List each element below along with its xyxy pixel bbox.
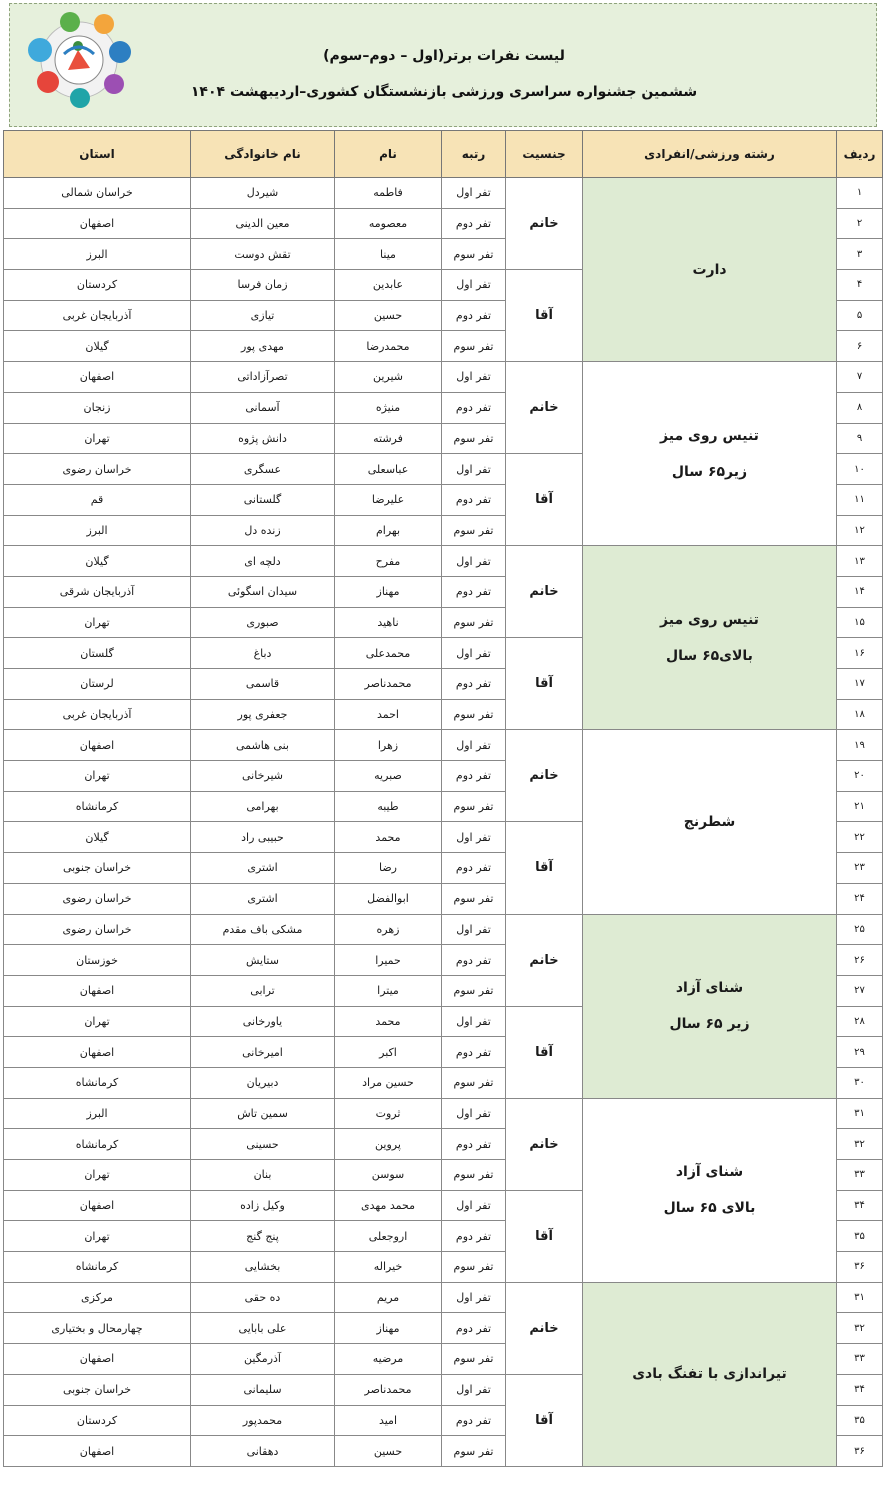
family-name-cell: سمین تاش (191, 1098, 335, 1129)
sport-name-line: شطرنج (683, 813, 736, 830)
family-name-cell: بهرامی (191, 791, 335, 822)
column-header-rank: رتبه (442, 131, 506, 178)
row-number-cell: ۳۶ (837, 1436, 883, 1467)
gender-cell: خانم (506, 362, 583, 454)
first-name-cell: اروجعلی (335, 1221, 442, 1252)
rank-cell: تفر دوم (442, 1129, 506, 1160)
gender-cell: خانم (506, 1282, 583, 1374)
row-number-cell: ۵ (837, 300, 883, 331)
family-name-cell: بخشایی (191, 1252, 335, 1283)
sport-cell (583, 914, 837, 1098)
first-name-cell: محمدعلی (335, 638, 442, 669)
province-cell: تهران (4, 1221, 191, 1252)
first-name-cell: مهناز (335, 1313, 442, 1344)
first-name-cell: مرضیه (335, 1344, 442, 1375)
family-name-cell: دهقانی (191, 1436, 335, 1467)
family-name-cell: اشتری (191, 883, 335, 914)
family-name-cell: معین الدینی (191, 208, 335, 239)
first-name-cell: حمیرا (335, 945, 442, 976)
results-table-container (3, 130, 882, 1467)
first-name-cell: فرشته (335, 423, 442, 454)
sport-name-line: شنای آزاد (675, 980, 744, 997)
first-name-cell: محمد (335, 822, 442, 853)
row-number-cell: ۴ (837, 270, 883, 301)
rank-cell: تفر دوم (442, 1313, 506, 1344)
first-name-cell: اکبر (335, 1037, 442, 1068)
province-cell: تهران (4, 1006, 191, 1037)
rank-cell: تفر سوم (442, 1252, 506, 1283)
row-number-cell: ۳۵ (837, 1221, 883, 1252)
gender-cell: خانم (506, 914, 583, 1006)
rank-cell: تفر سوم (442, 423, 506, 454)
rank-cell: تفر دوم (442, 761, 506, 792)
family-name-cell: گلستانی (191, 484, 335, 515)
province-cell: اصفهان (4, 1190, 191, 1221)
sport-cell (583, 362, 837, 546)
row-number-cell: ۱۵ (837, 607, 883, 638)
province-cell: آذربایجان غربی (4, 300, 191, 331)
family-name-cell: محمدپور (191, 1405, 335, 1436)
first-name-cell: فاطمه (335, 178, 442, 209)
gender-cell: خانم (506, 178, 583, 270)
rank-cell: تفر سوم (442, 699, 506, 730)
province-cell: اصفهان (4, 1436, 191, 1467)
row-number-cell: ۳ (837, 239, 883, 270)
province-cell: کردستان (4, 1405, 191, 1436)
rank-cell: تفر دوم (442, 669, 506, 700)
row-number-cell: ۱۸ (837, 699, 883, 730)
first-name-cell: مینا (335, 239, 442, 270)
rank-cell: تفر اول (442, 1374, 506, 1405)
rank-cell: تفر اول (442, 454, 506, 485)
gender-cell: آقا (506, 638, 583, 730)
row-number-cell: ۱۹ (837, 730, 883, 761)
gender-cell: آقا (506, 454, 583, 546)
sport-cell (583, 1098, 837, 1282)
province-cell: خراسان رضوی (4, 883, 191, 914)
province-cell: کرمانشاه (4, 1252, 191, 1283)
rank-cell: تفر سوم (442, 1344, 506, 1375)
family-name-cell: امیرخانی (191, 1037, 335, 1068)
sport-name-line: شنای آزاد (675, 1164, 744, 1181)
first-name-cell: پروین (335, 1129, 442, 1160)
results-table (3, 130, 883, 1467)
first-name-cell: محمدناصر (335, 669, 442, 700)
province-cell: زنجان (4, 392, 191, 423)
row-number-cell: ۲۷ (837, 975, 883, 1006)
row-number-cell: ۱۰ (837, 454, 883, 485)
row-number-cell: ۳۱ (837, 1098, 883, 1129)
first-name-cell: عباسعلی (335, 454, 442, 485)
family-name-cell: سلیمانی (191, 1374, 335, 1405)
first-name-cell: محمد (335, 1006, 442, 1037)
rank-cell: تفر اول (442, 822, 506, 853)
family-name-cell: زمان فرسا (191, 270, 335, 301)
table-row (4, 1282, 883, 1313)
column-header-province: استان (4, 131, 191, 178)
province-cell: قم (4, 484, 191, 515)
first-name-cell: حسین (335, 300, 442, 331)
rank-cell: تفر اول (442, 178, 506, 209)
province-cell: خراسان رضوی (4, 914, 191, 945)
rank-cell: تفر اول (442, 1006, 506, 1037)
province-cell: خراسان شمالی (4, 178, 191, 209)
rank-cell: تفر سوم (442, 791, 506, 822)
first-name-cell: حسین مراد (335, 1067, 442, 1098)
province-cell: اصفهان (4, 975, 191, 1006)
family-name-cell: آسمانی (191, 392, 335, 423)
first-name-cell: رضا (335, 853, 442, 884)
gender-cell: خانم (506, 546, 583, 638)
province-cell: چهارمحال و بختیاری (4, 1313, 191, 1344)
gender-cell: آقا (506, 1190, 583, 1282)
row-number-cell: ۷ (837, 362, 883, 393)
first-name-cell: ابوالفضل (335, 883, 442, 914)
table-header-row (4, 131, 883, 178)
row-number-cell: ۲۹ (837, 1037, 883, 1068)
rank-cell: تفر اول (442, 1098, 506, 1129)
row-number-cell: ۳۴ (837, 1190, 883, 1221)
column-header-sport: رشته ورزشی/انفرادی (583, 131, 837, 178)
family-name-cell: ده حقی (191, 1282, 335, 1313)
sport-cell (583, 730, 837, 914)
province-cell: گیلان (4, 822, 191, 853)
province-cell: خراسان رضوی (4, 454, 191, 485)
sport-name-line: بالای۶۵ سال (666, 647, 753, 664)
family-name-cell: زنده دل (191, 515, 335, 546)
row-number-cell: ۲۲ (837, 822, 883, 853)
rank-cell: تفر سوم (442, 883, 506, 914)
row-number-cell: ۱ (837, 178, 883, 209)
family-name-cell: حسینی (191, 1129, 335, 1160)
gender-cell: خانم (506, 1098, 583, 1190)
family-name-cell: ترابی (191, 975, 335, 1006)
family-name-cell: اشتری (191, 853, 335, 884)
column-header-row-number: ردیف (837, 131, 883, 178)
first-name-cell: بهرام (335, 515, 442, 546)
family-name-cell: بنان (191, 1160, 335, 1191)
family-name-cell: وکیل زاده (191, 1190, 335, 1221)
first-name-cell: زهره (335, 914, 442, 945)
first-name-cell: طیبه (335, 791, 442, 822)
rank-cell: تفر دوم (442, 1037, 506, 1068)
family-name-cell: دبیریان (191, 1067, 335, 1098)
first-name-cell: عابدین (335, 270, 442, 301)
column-header-first-name: نام (335, 131, 442, 178)
row-number-cell: ۱۲ (837, 515, 883, 546)
family-name-cell: علی بابایی (191, 1313, 335, 1344)
province-cell: خوزستان (4, 945, 191, 976)
first-name-cell: مفرح (335, 546, 442, 577)
rank-cell: تفر اول (442, 546, 506, 577)
table-row (4, 546, 883, 577)
province-cell: تهران (4, 607, 191, 638)
row-number-cell: ۲۴ (837, 883, 883, 914)
row-number-cell: ۳۶ (837, 1252, 883, 1283)
sport-name-line: زیر۶۵ سال (671, 463, 748, 480)
sport-cell (583, 546, 837, 730)
family-name-cell: دانش پژوه (191, 423, 335, 454)
column-header-gender: جنسیت (506, 131, 583, 178)
rank-cell: تفر اول (442, 1282, 506, 1313)
family-name-cell: تصرآزاداتی (191, 362, 335, 393)
row-number-cell: ۳۲ (837, 1129, 883, 1160)
rank-cell: تفر دوم (442, 300, 506, 331)
family-name-cell: یاورخانی (191, 1006, 335, 1037)
family-name-cell: قاسمی (191, 669, 335, 700)
row-number-cell: ۱۱ (837, 484, 883, 515)
province-cell: اصفهان (4, 1037, 191, 1068)
row-number-cell: ۲۸ (837, 1006, 883, 1037)
province-cell: اصفهان (4, 730, 191, 761)
row-number-cell: ۲۰ (837, 761, 883, 792)
province-cell: البرز (4, 1098, 191, 1129)
row-number-cell: ۱۶ (837, 638, 883, 669)
family-name-cell: شیرخانی (191, 761, 335, 792)
rank-cell: تفر اول (442, 638, 506, 669)
sport-name-line: تنیس روی میز (660, 611, 759, 628)
family-name-cell: بنی هاشمی (191, 730, 335, 761)
province-cell: البرز (4, 239, 191, 270)
row-number-cell: ۲۳ (837, 853, 883, 884)
column-header-family-name: نام خانوادگی (191, 131, 335, 178)
rank-cell: تفر دوم (442, 1405, 506, 1436)
gender-cell: آقا (506, 822, 583, 914)
province-cell: خراسان جنوبی (4, 853, 191, 884)
sport-name-line: زیر ۶۵ سال (669, 1016, 750, 1033)
table-row (4, 730, 883, 761)
table-body (4, 178, 883, 1467)
province-cell: کردستان (4, 270, 191, 301)
row-number-cell: ۲۱ (837, 791, 883, 822)
family-name-cell: مشکی باف مقدم (191, 914, 335, 945)
rank-cell: تفر دوم (442, 1221, 506, 1252)
family-name-cell: تیازی (191, 300, 335, 331)
rank-cell: تفر دوم (442, 945, 506, 976)
row-number-cell: ۲ (837, 208, 883, 239)
table-row (4, 1098, 883, 1129)
first-name-cell: ناهید (335, 607, 442, 638)
rank-cell: تفر سوم (442, 1067, 506, 1098)
family-name-cell: عسگری (191, 454, 335, 485)
gender-cell: خانم (506, 730, 583, 822)
province-cell: تهران (4, 761, 191, 792)
row-number-cell: ۱۴ (837, 576, 883, 607)
province-cell: مرکزی (4, 1282, 191, 1313)
row-number-cell: ۲۵ (837, 914, 883, 945)
rank-cell: تفر سوم (442, 239, 506, 270)
first-name-cell: صبریه (335, 761, 442, 792)
province-cell: کرمانشاه (4, 1067, 191, 1098)
province-cell: اصفهان (4, 208, 191, 239)
row-number-cell: ۱۳ (837, 546, 883, 577)
family-name-cell: تقش دوست (191, 239, 335, 270)
page-subtitle: ششمین جشنواره سراسری ورزشی بازنشستگان کشوری–اردیبهشت ۱۴۰۴ (190, 84, 698, 100)
page-title: لیست نفرات برتر(اول – دوم–سوم) (323, 48, 565, 64)
province-cell: خراسان جنوبی (4, 1374, 191, 1405)
family-name-cell: ستایش (191, 945, 335, 976)
row-number-cell: ۳۳ (837, 1160, 883, 1191)
row-number-cell: ۳۱ (837, 1282, 883, 1313)
sport-name-line: تنیس روی میز (660, 427, 759, 444)
rank-cell: تفر دوم (442, 208, 506, 239)
rank-cell: تفر سوم (442, 607, 506, 638)
sport-name-line: بالای ۶۵ سال (663, 1200, 756, 1217)
rank-cell: تفر سوم (442, 1436, 506, 1467)
sport-name-line: دارت (692, 261, 727, 278)
first-name-cell: مهناز (335, 576, 442, 607)
row-number-cell: ۳۰ (837, 1067, 883, 1098)
first-name-cell: منیژه (335, 392, 442, 423)
province-cell: گیلان (4, 546, 191, 577)
first-name-cell: محمدرضا (335, 331, 442, 362)
family-name-cell: جعفری پور (191, 699, 335, 730)
first-name-cell: سوسن (335, 1160, 442, 1191)
row-number-cell: ۳۲ (837, 1313, 883, 1344)
province-cell: کرمانشاه (4, 1129, 191, 1160)
row-number-cell: ۲۶ (837, 945, 883, 976)
family-name-cell: مهدی پور (191, 331, 335, 362)
rank-cell: تفر سوم (442, 1160, 506, 1191)
rank-cell: تفر دوم (442, 484, 506, 515)
rank-cell: تفر سوم (442, 515, 506, 546)
first-name-cell: زهرا (335, 730, 442, 761)
row-number-cell: ۳۴ (837, 1374, 883, 1405)
row-number-cell: ۳۵ (837, 1405, 883, 1436)
rank-cell: تفر اول (442, 270, 506, 301)
sport-cell (583, 1282, 837, 1466)
first-name-cell: حسین (335, 1436, 442, 1467)
page-header (9, 3, 877, 127)
rank-cell: تفر سوم (442, 975, 506, 1006)
province-cell: تهران (4, 423, 191, 454)
table-row (4, 914, 883, 945)
first-name-cell: میترا (335, 975, 442, 1006)
rank-cell: تفر اول (442, 1190, 506, 1221)
rank-cell: تفر دوم (442, 576, 506, 607)
rank-cell: تفر دوم (442, 392, 506, 423)
province-cell: اصفهان (4, 362, 191, 393)
row-number-cell: ۱۷ (837, 669, 883, 700)
first-name-cell: علیرضا (335, 484, 442, 515)
first-name-cell: مریم (335, 1282, 442, 1313)
province-cell: گلستان (4, 638, 191, 669)
row-number-cell: ۶ (837, 331, 883, 362)
province-cell: اصفهان (4, 1344, 191, 1375)
rank-cell: تفر اول (442, 914, 506, 945)
family-name-cell: آذرمگین (191, 1344, 335, 1375)
row-number-cell: ۹ (837, 423, 883, 454)
province-cell: گیلان (4, 331, 191, 362)
rank-cell: تفر سوم (442, 331, 506, 362)
province-cell: آذربایجان غربی (4, 699, 191, 730)
first-name-cell: احمد (335, 699, 442, 730)
family-name-cell: حبیبی راد (191, 822, 335, 853)
gender-cell: آقا (506, 1006, 583, 1098)
rank-cell: تفر دوم (442, 853, 506, 884)
row-number-cell: ۸ (837, 392, 883, 423)
first-name-cell: شیرین (335, 362, 442, 393)
family-name-cell: صبوری (191, 607, 335, 638)
first-name-cell: ثروت (335, 1098, 442, 1129)
province-cell: لرستان (4, 669, 191, 700)
gender-cell: آقا (506, 1374, 583, 1466)
family-name-cell: سیدان اسگوئی (191, 576, 335, 607)
row-number-cell: ۳۳ (837, 1344, 883, 1375)
first-name-cell: محمدناصر (335, 1374, 442, 1405)
family-name-cell: شیردل (191, 178, 335, 209)
rank-cell: تفر اول (442, 730, 506, 761)
gender-cell: آقا (506, 270, 583, 362)
first-name-cell: امید (335, 1405, 442, 1436)
province-cell: کرمانشاه (4, 791, 191, 822)
family-name-cell: دباغ (191, 638, 335, 669)
sport-name-line: تیراندازی با تفنگ بادی (632, 1366, 787, 1383)
province-cell: آذربایجان شرقی (4, 576, 191, 607)
first-name-cell: محمد مهدی (335, 1190, 442, 1221)
rank-cell: تفر اول (442, 362, 506, 393)
table-row (4, 362, 883, 393)
table-row (4, 178, 883, 209)
sport-cell (583, 178, 837, 362)
province-cell: تهران (4, 1160, 191, 1191)
first-name-cell: معصومه (335, 208, 442, 239)
first-name-cell: خیراله (335, 1252, 442, 1283)
family-name-cell: دلچه ای (191, 546, 335, 577)
family-name-cell: پنج گنج (191, 1221, 335, 1252)
province-cell: البرز (4, 515, 191, 546)
